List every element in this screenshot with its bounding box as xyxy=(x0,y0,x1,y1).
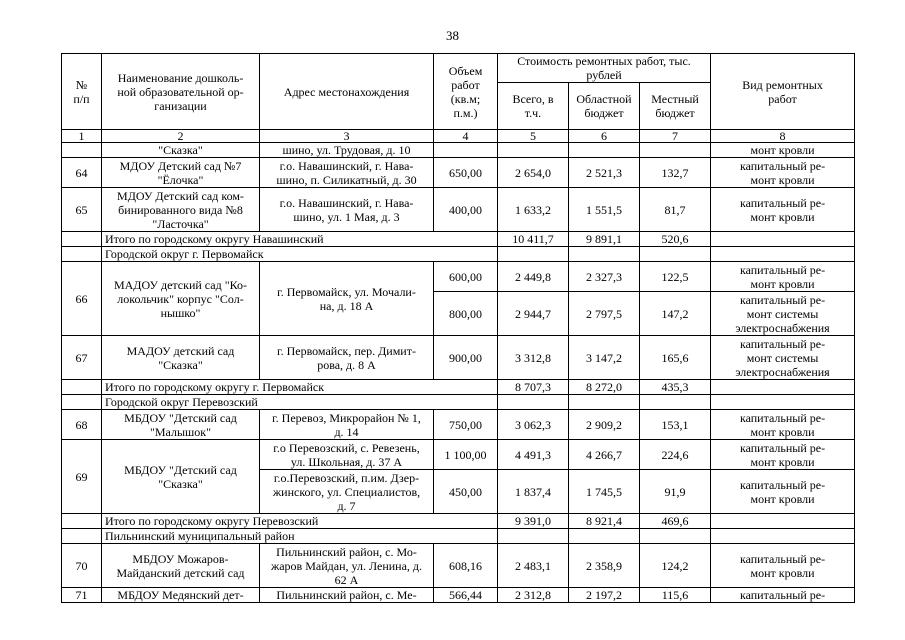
cost-local xyxy=(640,247,711,262)
table-row xyxy=(62,158,855,188)
work-type: капитальный ре- xyxy=(711,588,855,603)
cost-total xyxy=(498,529,569,544)
work-type: капитальный ре- монт кровли xyxy=(711,544,855,588)
cost-regional: 2 797,5 xyxy=(569,292,640,336)
work-type: капитальный ре- монт кровли xyxy=(711,188,855,232)
work-type: капитальный ре- монт кровли xyxy=(711,470,855,514)
row-num: 64 xyxy=(62,158,102,188)
work-type xyxy=(711,529,855,544)
cost-local: 147,2 xyxy=(640,292,711,336)
cost-local: 153,1 xyxy=(640,410,711,440)
cost-local: 469,6 xyxy=(640,514,711,529)
cost-local: 91,9 xyxy=(640,470,711,514)
work-volume: 400,00 xyxy=(434,188,498,232)
row-num xyxy=(62,380,102,395)
work-volume xyxy=(434,143,498,158)
table-row-continued xyxy=(62,143,855,158)
work-type: капитальный ре- монт кровли xyxy=(711,262,855,292)
subtotal-row xyxy=(62,514,855,529)
cost-regional: 8 272,0 xyxy=(569,380,640,395)
cost-total: 2 312,8 xyxy=(498,588,569,603)
cost-total xyxy=(498,395,569,410)
cost-total xyxy=(498,247,569,262)
org-name: МБДОУ "Детский сад "Сказка" xyxy=(102,440,260,514)
cost-regional: 1 551,5 xyxy=(569,188,640,232)
work-volume: 900,00 xyxy=(434,336,498,380)
section-row xyxy=(62,247,855,262)
header-address: Адрес местонахождения xyxy=(260,54,434,130)
cost-regional: 2 327,3 xyxy=(569,262,640,292)
cost-total: 10 411,7 xyxy=(498,232,569,247)
cost-regional: 8 921,4 xyxy=(569,514,640,529)
row-num: 69 xyxy=(62,440,102,514)
work-type: капитальный ре- монт системы электроснабжения xyxy=(711,336,855,380)
section-label: Городской округ г. Первомайск xyxy=(102,247,498,262)
org-address: г.о Перевозский, с. Ревезень, ул. Школьная, д. 37 А xyxy=(260,440,434,470)
work-type: капитальный ре- монт кровли xyxy=(711,158,855,188)
cost-regional xyxy=(569,143,640,158)
header-regional: Областной бюджет xyxy=(569,83,640,130)
row-num xyxy=(62,232,102,247)
cost-regional: 3 147,2 xyxy=(569,336,640,380)
column-index: 1 xyxy=(62,130,102,143)
work-volume: 1 100,00 xyxy=(434,440,498,470)
org-name: МАДОУ детский сад "Ко- локольчик" корпус "Сол- нышко" xyxy=(102,262,260,336)
org-address: г. Перевоз, Микрорайон № 1, д. 14 xyxy=(260,410,434,440)
work-volume: 566,44 xyxy=(434,588,498,603)
cost-local xyxy=(640,529,711,544)
cost-total: 2 449,8 xyxy=(498,262,569,292)
section-row xyxy=(62,529,855,544)
work-volume: 608,16 xyxy=(434,544,498,588)
subtotal-row xyxy=(62,232,855,247)
org-address: г. Первомайск, пер. Димит- рова, д. 8 А xyxy=(260,336,434,380)
org-address: Пильнинский район, с. Ме- xyxy=(260,588,434,603)
header-volume: Объем работ (кв.м; п.м.) xyxy=(434,54,498,130)
column-index: 5 xyxy=(498,130,569,143)
header-local: Местный бюджет xyxy=(640,83,711,130)
cost-total: 1 837,4 xyxy=(498,470,569,514)
org-name: МБДОУ Медянский дет- xyxy=(102,588,260,603)
cost-regional xyxy=(569,395,640,410)
work-type xyxy=(711,380,855,395)
header-num: № п/п xyxy=(62,54,102,130)
row-num: 65 xyxy=(62,188,102,232)
cost-regional: 9 891,1 xyxy=(569,232,640,247)
work-type: капитальный ре- монт кровли xyxy=(711,440,855,470)
table-row xyxy=(62,188,855,232)
cost-total: 3 312,8 xyxy=(498,336,569,380)
subtotal-row xyxy=(62,380,855,395)
org-address: Пильнинский район, с. Мо- жаров Майдан, ул. Ленина, д. 62 А xyxy=(260,544,434,588)
work-volume: 750,00 xyxy=(434,410,498,440)
cost-local: 81,7 xyxy=(640,188,711,232)
cost-total: 8 707,3 xyxy=(498,380,569,395)
section-label: Городской округ Перевозский xyxy=(102,395,498,410)
column-index: 3 xyxy=(260,130,434,143)
subtotal-label: Итого по городскому округу Перевозский xyxy=(102,514,498,529)
cost-regional: 1 745,5 xyxy=(569,470,640,514)
row-num: 67 xyxy=(62,336,102,380)
column-index: 7 xyxy=(640,130,711,143)
row-num xyxy=(62,395,102,410)
row-num: 66 xyxy=(62,262,102,336)
work-type: монт кровли xyxy=(711,143,855,158)
org-name: МАДОУ детский сад "Сказка" xyxy=(102,336,260,380)
section-row xyxy=(62,395,855,410)
work-type xyxy=(711,395,855,410)
cost-local xyxy=(640,143,711,158)
table-row xyxy=(62,544,855,588)
cost-local: 435,3 xyxy=(640,380,711,395)
org-name: "Сказка" xyxy=(102,143,260,158)
page-number: 38 xyxy=(446,28,459,43)
row-num xyxy=(62,247,102,262)
subtotal-label: Итого по городскому округу г. Первомайск xyxy=(102,380,498,395)
cost-regional: 2 197,2 xyxy=(569,588,640,603)
column-index: 2 xyxy=(102,130,260,143)
row-num xyxy=(62,514,102,529)
header-total: Всего, в т.ч. xyxy=(498,83,569,130)
org-address: шино, ул. Трудовая, д. 10 xyxy=(260,143,434,158)
org-address: г.о. Навашинский, г. Нава- шино, ул. 1 Мая, д. 3 xyxy=(260,188,434,232)
cost-regional: 4 266,7 xyxy=(569,440,640,470)
work-type xyxy=(711,514,855,529)
work-type xyxy=(711,232,855,247)
table-row xyxy=(62,262,855,292)
work-volume: 600,00 xyxy=(434,262,498,292)
cost-local: 224,6 xyxy=(640,440,711,470)
work-volume: 450,00 xyxy=(434,470,498,514)
cost-total: 4 491,3 xyxy=(498,440,569,470)
org-name: МБДОУ "Детский сад "Малышок" xyxy=(102,410,260,440)
subtotal-label: Итого по городскому округу Навашинский xyxy=(102,232,498,247)
work-type: капитальный ре- монт системы электроснабжения xyxy=(711,292,855,336)
org-name: МДОУ Детский сад №7 "Ёлочка" xyxy=(102,158,260,188)
work-type: капитальный ре- монт кровли xyxy=(711,410,855,440)
row-num: 71 xyxy=(62,588,102,603)
org-address: г.о. Навашинский, г. Нава- шино, п. Силикатный, д. 30 xyxy=(260,158,434,188)
org-address: г. Первомайск, ул. Мочали- на, д. 18 А xyxy=(260,262,434,336)
row-num xyxy=(62,529,102,544)
org-name: МБДОУ Можаров- Майданский детский сад xyxy=(102,544,260,588)
section-label: Пильнинский муниципальный район xyxy=(102,529,498,544)
cost-total: 9 391,0 xyxy=(498,514,569,529)
cost-local: 132,7 xyxy=(640,158,711,188)
cost-local xyxy=(640,395,711,410)
header-name: Наименование дошколь- ной образовательной ор- ганизации xyxy=(102,54,260,130)
cost-local: 124,2 xyxy=(640,544,711,588)
org-address: г.о.Перевозский, п.им. Дзер- жинского, ул. Специалистов, д. 7 xyxy=(260,470,434,514)
table-row xyxy=(62,440,855,470)
cost-total: 2 654,0 xyxy=(498,158,569,188)
cost-total: 2 483,1 xyxy=(498,544,569,588)
cost-total: 2 944,7 xyxy=(498,292,569,336)
cost-total: 3 062,3 xyxy=(498,410,569,440)
org-name: МДОУ Детский сад ком- бинированного вида №8 "Ласточка" xyxy=(102,188,260,232)
column-index: 6 xyxy=(569,130,640,143)
cost-local: 165,6 xyxy=(640,336,711,380)
row-num: 70 xyxy=(62,544,102,588)
header-type: Вид ремонтных работ xyxy=(711,54,855,130)
header-cost-group: Стоимость ремонтных работ, тыс. рублей xyxy=(498,54,711,83)
cost-local: 122,5 xyxy=(640,262,711,292)
row-num: 68 xyxy=(62,410,102,440)
cost-local: 520,6 xyxy=(640,232,711,247)
column-index: 4 xyxy=(434,130,498,143)
table-row xyxy=(62,410,855,440)
cost-total xyxy=(498,143,569,158)
column-index: 8 xyxy=(711,130,855,143)
cost-regional: 2 521,3 xyxy=(569,158,640,188)
repair-works-table xyxy=(61,53,855,603)
work-type xyxy=(711,247,855,262)
row-num xyxy=(62,143,102,158)
cost-total: 1 633,2 xyxy=(498,188,569,232)
cost-regional: 2 358,9 xyxy=(569,544,640,588)
table-row xyxy=(62,588,855,603)
cost-regional xyxy=(569,529,640,544)
cost-regional: 2 909,2 xyxy=(569,410,640,440)
table-row xyxy=(62,336,855,380)
cost-local: 115,6 xyxy=(640,588,711,603)
cost-regional xyxy=(569,247,640,262)
work-volume: 800,00 xyxy=(434,292,498,336)
work-volume: 650,00 xyxy=(434,158,498,188)
